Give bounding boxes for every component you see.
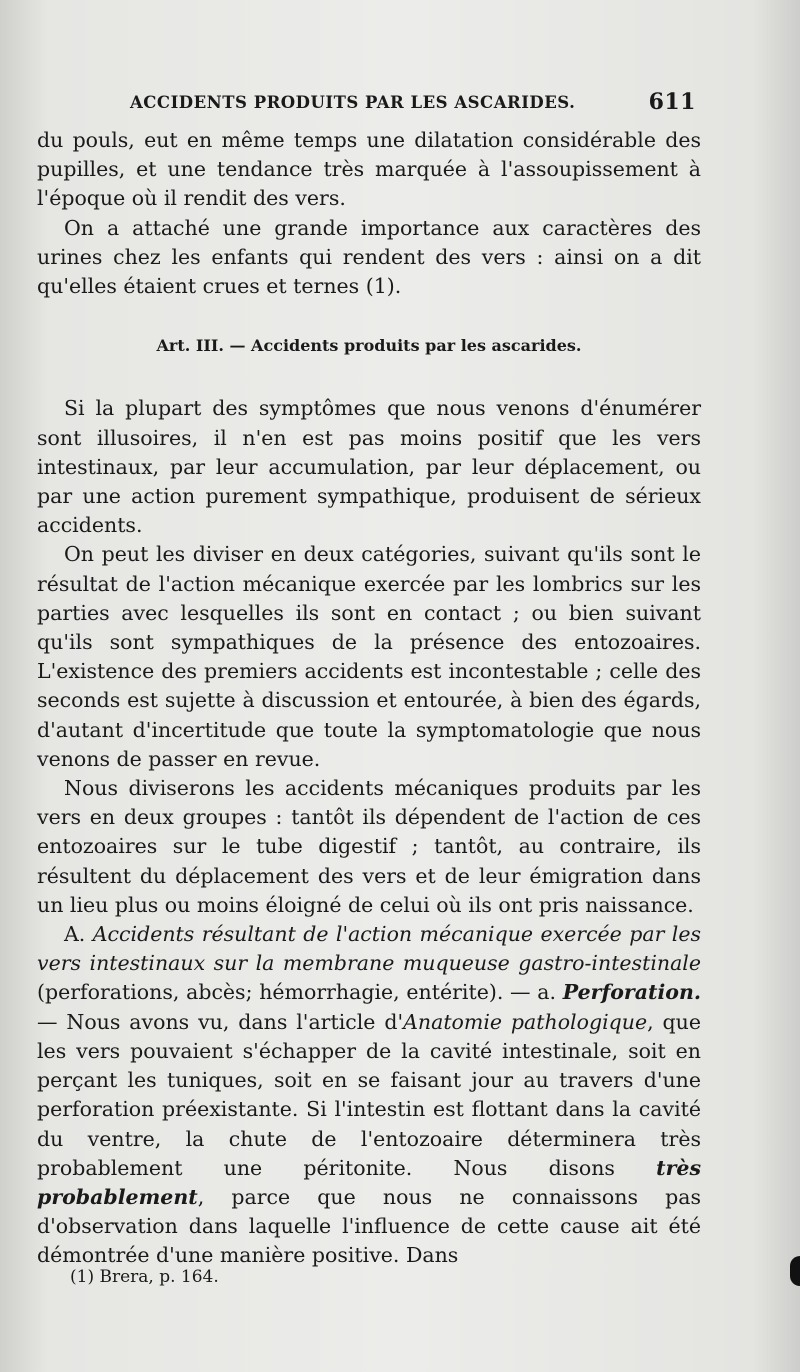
text-run: , que les vers pouvaient s'échapper de la cavité intestinale, soit en perçant les tuniques, soit en se faisant jour au travers d'une perforation préexistante. Si l'intestin est flottant dans la cavité du ventre, la chute de l'entozoaire déterminera très probablement une péritonite. Nous disons	[37, 1009, 701, 1180]
paragraph-accidents-a	[37, 920, 701, 1270]
section-heading	[37, 331, 701, 360]
paragraph-symptoms: Si la plupart des symptômes que nous venons d'énumérer sont illusoires, il n'en est pas moins positif que les vers intestinaux, par leur accumulation, par leur déplacement, ou par une action purement sympathique, produisent de sérieux accidents.	[37, 396, 701, 538]
paragraph-categories: On peut les diviser en deux catégories, suivant qu'ils sont le résultat de l'action mécanique exercée par les lombrics sur les parties avec lesquelles ils sont en contact ; ou bien suivant qu'ils sont sympathiques de la présence des entozoaires. L'existence des premiers accidents est incontestable ; celle des seconds est sujette à discussion et entourée, à bien des égards, d'autant d'incertitude que toute la symptomatologie que nous venons de passer en revue.	[37, 542, 701, 771]
subsection-title: Accidents résultant de l'action mécanique exercée par les vers intestinaux sur la membrane muqueuse gastro-intestinale	[37, 922, 701, 976]
anatomie-reference: Anatomie pathologique	[403, 1009, 648, 1034]
paragraph-continuation: du pouls, eut en même temps une dilatation considérable des pupilles, et une tendance très marquée à l'assoupissement à l'époque où il rendit des vers.	[37, 128, 701, 211]
paragraph-groups: Nous diviserons les accidents mécaniques produits par les vers en deux groupes : tantôt ils dépendent de l'action de ces entozoaires sur le tube digestif ; tantôt, au contraire, ils résultent du déplacement des vers et de leur émigration dans un lieu plus ou moins éloigné de celui où ils ont pris naissance.	[37, 776, 701, 917]
page-header	[130, 89, 696, 115]
text-run: — Nous avons vu, dans l'article d'	[37, 1009, 404, 1034]
section-label: Art. III.	[156, 336, 224, 356]
emphasis-tres-probablement: très probablement	[37, 1155, 701, 1209]
subsection-list: (perforations, abcès; hémorrhagie, entérite). — a.	[37, 980, 563, 1005]
paragraph-urines: On a attaché une grande importance aux caractères des urines chez les enfants qui rendent des vers : ainsi on a dit qu'elles étaient crues et ternes (1).	[37, 215, 701, 299]
running-title: ACCIDENTS PRODUITS PAR LES ASCARIDES.	[130, 93, 576, 112]
section-dash: —	[223, 336, 252, 356]
section-title: Accidents produits par les ascarides.	[251, 336, 582, 356]
text-run: , parce que nous ne connaissons pas d'observation dans laquelle l'influence de cette cause ait été démontrée d'une manière positive. Dans	[37, 1184, 701, 1268]
footnote: (1) Brera, p. 164.	[70, 1267, 219, 1287]
page-body	[37, 126, 701, 1271]
item-letter: A.	[64, 922, 86, 947]
scan-edge-mark	[790, 1256, 800, 1286]
perforation-heading: Perforation.	[562, 980, 701, 1005]
page-number: 611	[648, 89, 696, 115]
